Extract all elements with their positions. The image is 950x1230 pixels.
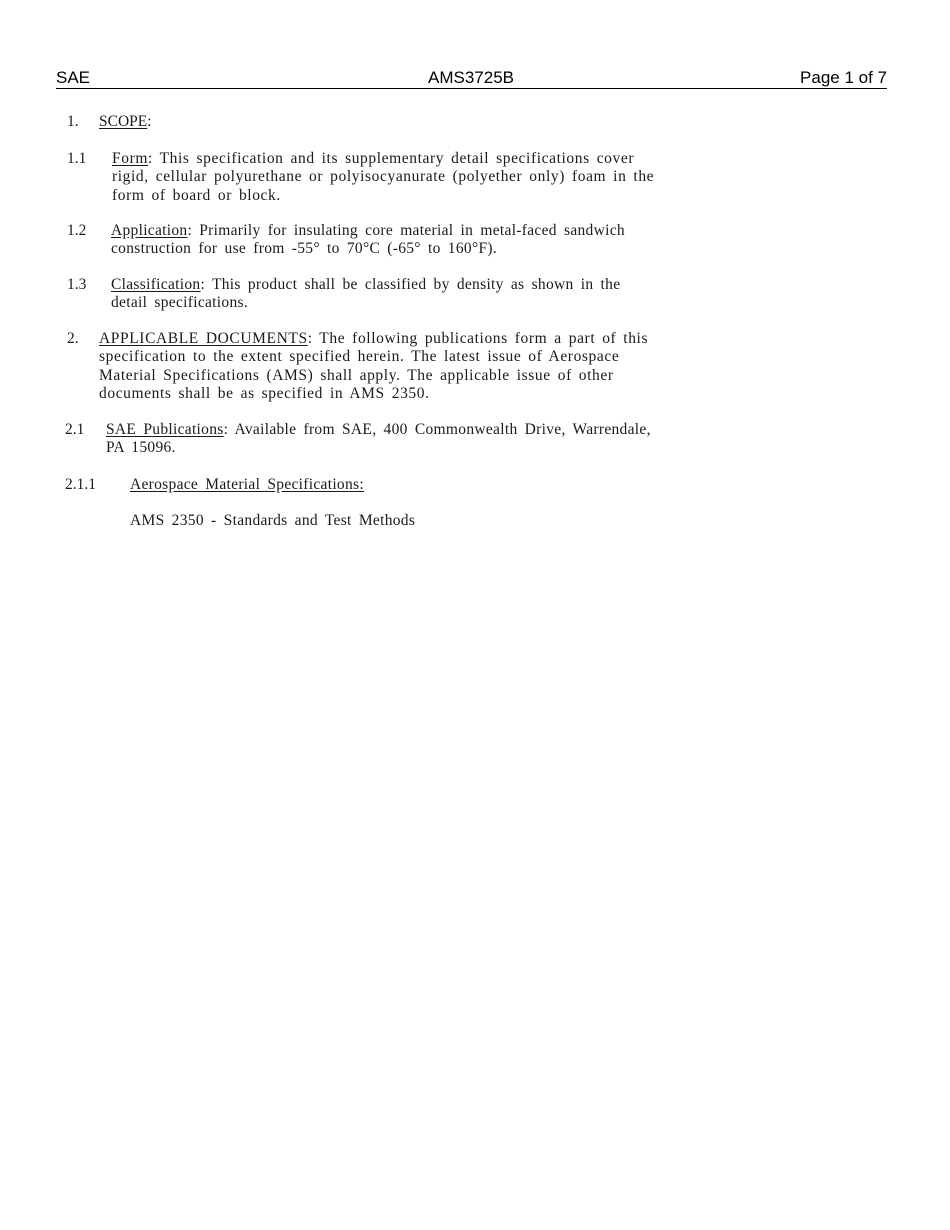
section-title: Application <box>111 222 188 239</box>
section-aerospace-material-specifications <box>130 476 364 494</box>
section-number: 1.2 <box>67 222 87 239</box>
section-number: 2. <box>67 330 79 347</box>
section-title: APPLICABLE DOCUMENTS <box>99 330 308 347</box>
ams-reference: AMS 2350 - Standards and Test Methods <box>130 512 416 529</box>
section-title: Form <box>112 150 148 167</box>
section-scope: SCOPE: <box>99 113 152 130</box>
section-number: 1.1 <box>67 150 87 167</box>
section-sae-publications: SAE Publications: Available from SAE, 400 Commonwealth Drive, Warrendale, PA 15096. <box>106 421 651 457</box>
section-applicable-documents: APPLICABLE DOCUMENTS: The following publications form a part of this specification to the extent specified herein. The latest issue of Aerospace Material Specifications (AMS) shall apply. The applicable issue of other documents shall be as specified in AMS 2350. <box>99 330 649 402</box>
section-number: 1.3 <box>67 276 87 293</box>
section-form: Form: This specification and its supplementary detail specifications cover rigid, cellular polyurethane or polyisocyanurate (polyether only) foam in the form of board or block. <box>112 150 655 204</box>
section-title: SAE Publications <box>106 421 224 438</box>
header-organization: SAE <box>56 68 91 87</box>
section-title: Aerospace Material Specifications: <box>130 476 364 493</box>
section-title: Classification <box>111 276 201 293</box>
section-application: Application: Primarily for insulating core material in metal-faced sandwich construction for use from -55° to 70°C (-65° to 160°F). <box>111 222 625 258</box>
section-title: SCOPE <box>99 113 148 130</box>
header-document-number: AMS3725B <box>428 68 514 87</box>
section-number: 1. <box>67 113 79 130</box>
page-header <box>56 68 887 89</box>
header-page-number: Page 1 of 7 <box>800 68 887 87</box>
section-classification: Classification: This product shall be classified by density as shown in the detail specifications. <box>111 276 621 312</box>
section-number: 2.1 <box>65 421 85 438</box>
section-number: 2.1.1 <box>65 476 96 493</box>
